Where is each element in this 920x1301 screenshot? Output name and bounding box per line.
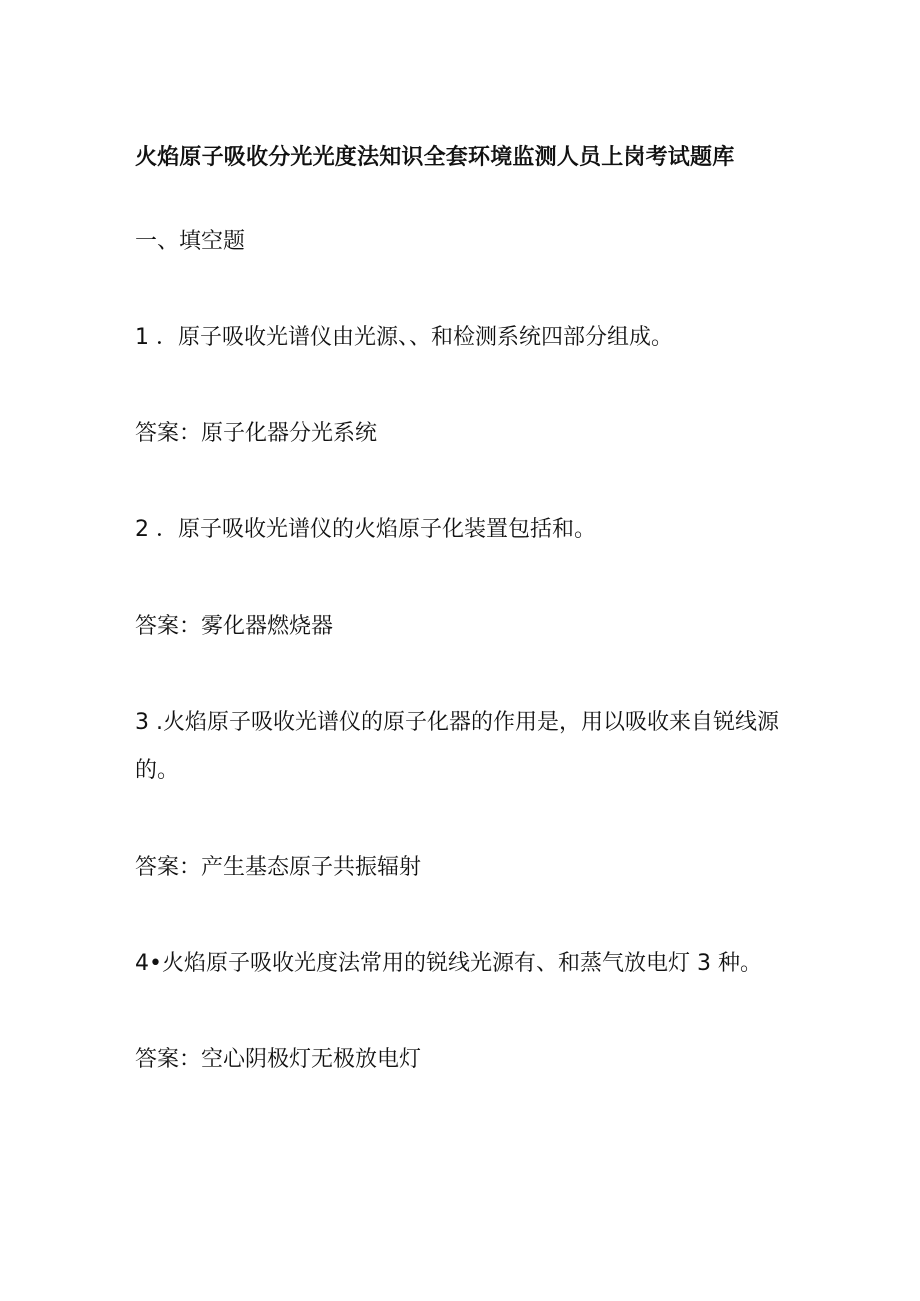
answer-2: 答案：雾化器燃烧器 [135,614,334,639]
question-4: 4•火焰原子吸收光度法常用的锐线光源有、和蒸气放电灯 3 种。 [135,951,762,976]
question-1: 1 ．原子吸收光谱仪由光源、、和检测系统四部分组成。 [135,325,673,350]
answer-4: 答案：空心阴极灯无极放电灯 [135,1047,422,1072]
answer-1: 答案：原子化器分光系统 [135,421,378,446]
question-3-line-1: 3 .火焰原子吸收光谱仪的原子化器的作用是，用以吸收来自锐线源 [135,710,779,735]
answer-3: 答案：产生基态原子共振辐射 [135,855,422,880]
section-heading: 一、填空题 [135,229,246,254]
question-3-line-2: 的。 [135,758,180,783]
document-title: 火焰原子吸收分光光度法知识全套环境监测人员上岗考试题库 [135,145,735,170]
question-2: 2 ．原子吸收光谱仪的火焰原子化装置包括和。 [135,517,596,542]
